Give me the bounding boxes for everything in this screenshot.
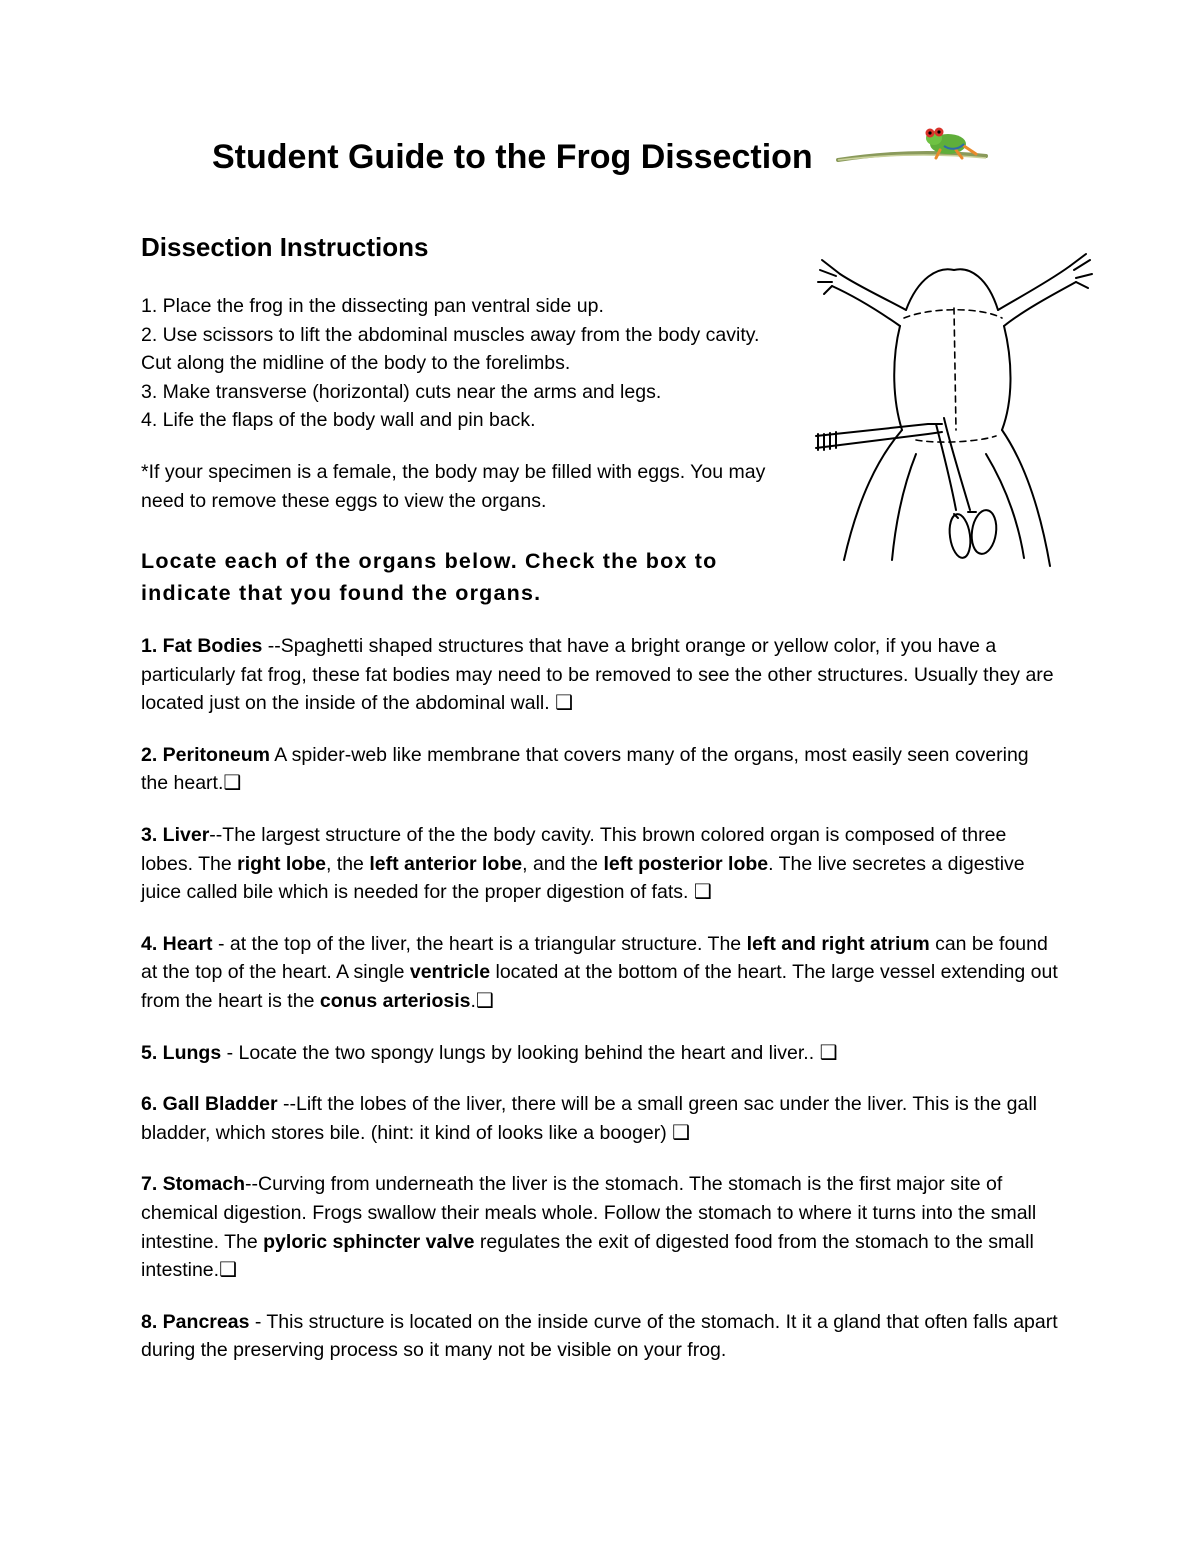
organ-label: 6. Gall Bladder bbox=[141, 1093, 278, 1116]
checkbox-fat-bodies[interactable]: ❑ bbox=[555, 692, 574, 715]
section-heading: Dissection Instructions bbox=[141, 232, 429, 262]
checkbox-lungs[interactable]: ❑ bbox=[819, 1041, 838, 1064]
organ-item-pancreas: 8. Pancreas - This structure is located on the inside curve of the stomach. It it a gland that often falls apart during the preserving process so it many not be visible on your frog. bbox=[141, 1310, 1058, 1362]
locate-organs-heading: Locate each of the organs below. Check the box to indicate that you found the organs. bbox=[141, 549, 718, 605]
page-title: Student Guide to the Frog Dissection bbox=[212, 138, 813, 176]
checkbox-heart[interactable]: ❑ bbox=[475, 989, 494, 1012]
frog-dissection-diagram bbox=[808, 248, 1098, 576]
checkbox-peritoneum[interactable]: ❑ bbox=[223, 772, 242, 795]
organ-item-gall-bladder: 6. Gall Bladder --Lift the lobes of the liver, there will be a small green sac under the liver. This is the gall bladder, which stores bile. (hint: it kind of looks like a booger) ❑ bbox=[141, 1090, 1061, 1147]
instruction-step: 1. Place the frog in the dissecting pan ventral side up. bbox=[141, 295, 604, 317]
instruction-step: 2. Use scissors to lift the abdominal muscles away from the body cavity. Cut along the midline of the body to the forelimbs. bbox=[141, 323, 760, 374]
organ-item-heart: 4. Heart - at the top of the liver, the heart is a triangular structure. The left and right atrium can be found at the top of the heart. A single ventricle located at the bottom of the heart. The large vessel extending out from the heart is the conus arteriosis.❑ bbox=[141, 930, 1061, 1016]
instruction-list bbox=[141, 292, 781, 435]
checkbox-liver[interactable]: ❑ bbox=[693, 881, 712, 904]
organ-label: 1. Fat Bodies bbox=[141, 635, 263, 657]
organ-item-lungs: 5. Lungs - Locate the two spongy lungs by looking behind the heart and liver.. ❑ bbox=[141, 1039, 1061, 1068]
organ-item-peritoneum: 2. Peritoneum A spider-web like membrane that covers many of the organs, most easily seen covering the heart.❑ bbox=[141, 741, 1061, 798]
checkbox-stomach[interactable]: ❑ bbox=[219, 1259, 237, 1282]
organ-item-stomach: 7. Stomach--Curving from underneath the liver is the stomach. The stomach is the first major site of chemical digestion. Frogs swallow their meals whole. Follow the stomach to where it turns into the small intestine. The pyloric sphincter valve regulates the exit of digested food from the stomach to the small intestine.❑ bbox=[141, 1170, 1061, 1284]
checkbox-gall-bladder[interactable]: ❑ bbox=[672, 1121, 691, 1144]
organ-label: 3. Liver bbox=[141, 823, 210, 846]
instruction-step: 4. Life the flaps of the body wall and pin back. bbox=[141, 409, 536, 431]
tree-frog-icon bbox=[836, 120, 988, 172]
organ-item-fat-bodies: 1. Fat Bodies --Spaghetti shaped structures that have a bright orange or yellow color, if you have a particularly fat frog, these fat bodies may need to be removed to see the other structures. Usually they are located just on the inside of the abdominal wall. ❑ bbox=[141, 632, 1061, 718]
organ-item-liver: 3. Liver--The largest structure of the the body cavity. This brown colored organ is composed of three lobes. The right lobe, the left anterior lobe, and the left posterior lobe. The live secretes a digestive juice called bile which is needed for the proper digestion of fats. ❑ bbox=[141, 821, 1061, 907]
female-specimen-note: *If your specimen is a female, the body may be filled with eggs. You may need to remove these eggs to view the organs. bbox=[141, 461, 766, 512]
instruction-step: 3. Make transverse (horizontal) cuts near the arms and legs. bbox=[141, 380, 662, 403]
organ-label: 5. Lungs bbox=[141, 1041, 222, 1064]
organ-label: 2. Peritoneum bbox=[141, 743, 270, 766]
organ-label: 4. Heart bbox=[141, 932, 213, 955]
organ-label: 8. Pancreas bbox=[141, 1310, 250, 1333]
organ-label: 7. Stomach bbox=[141, 1173, 246, 1196]
organ-checklist bbox=[141, 632, 1061, 1388]
